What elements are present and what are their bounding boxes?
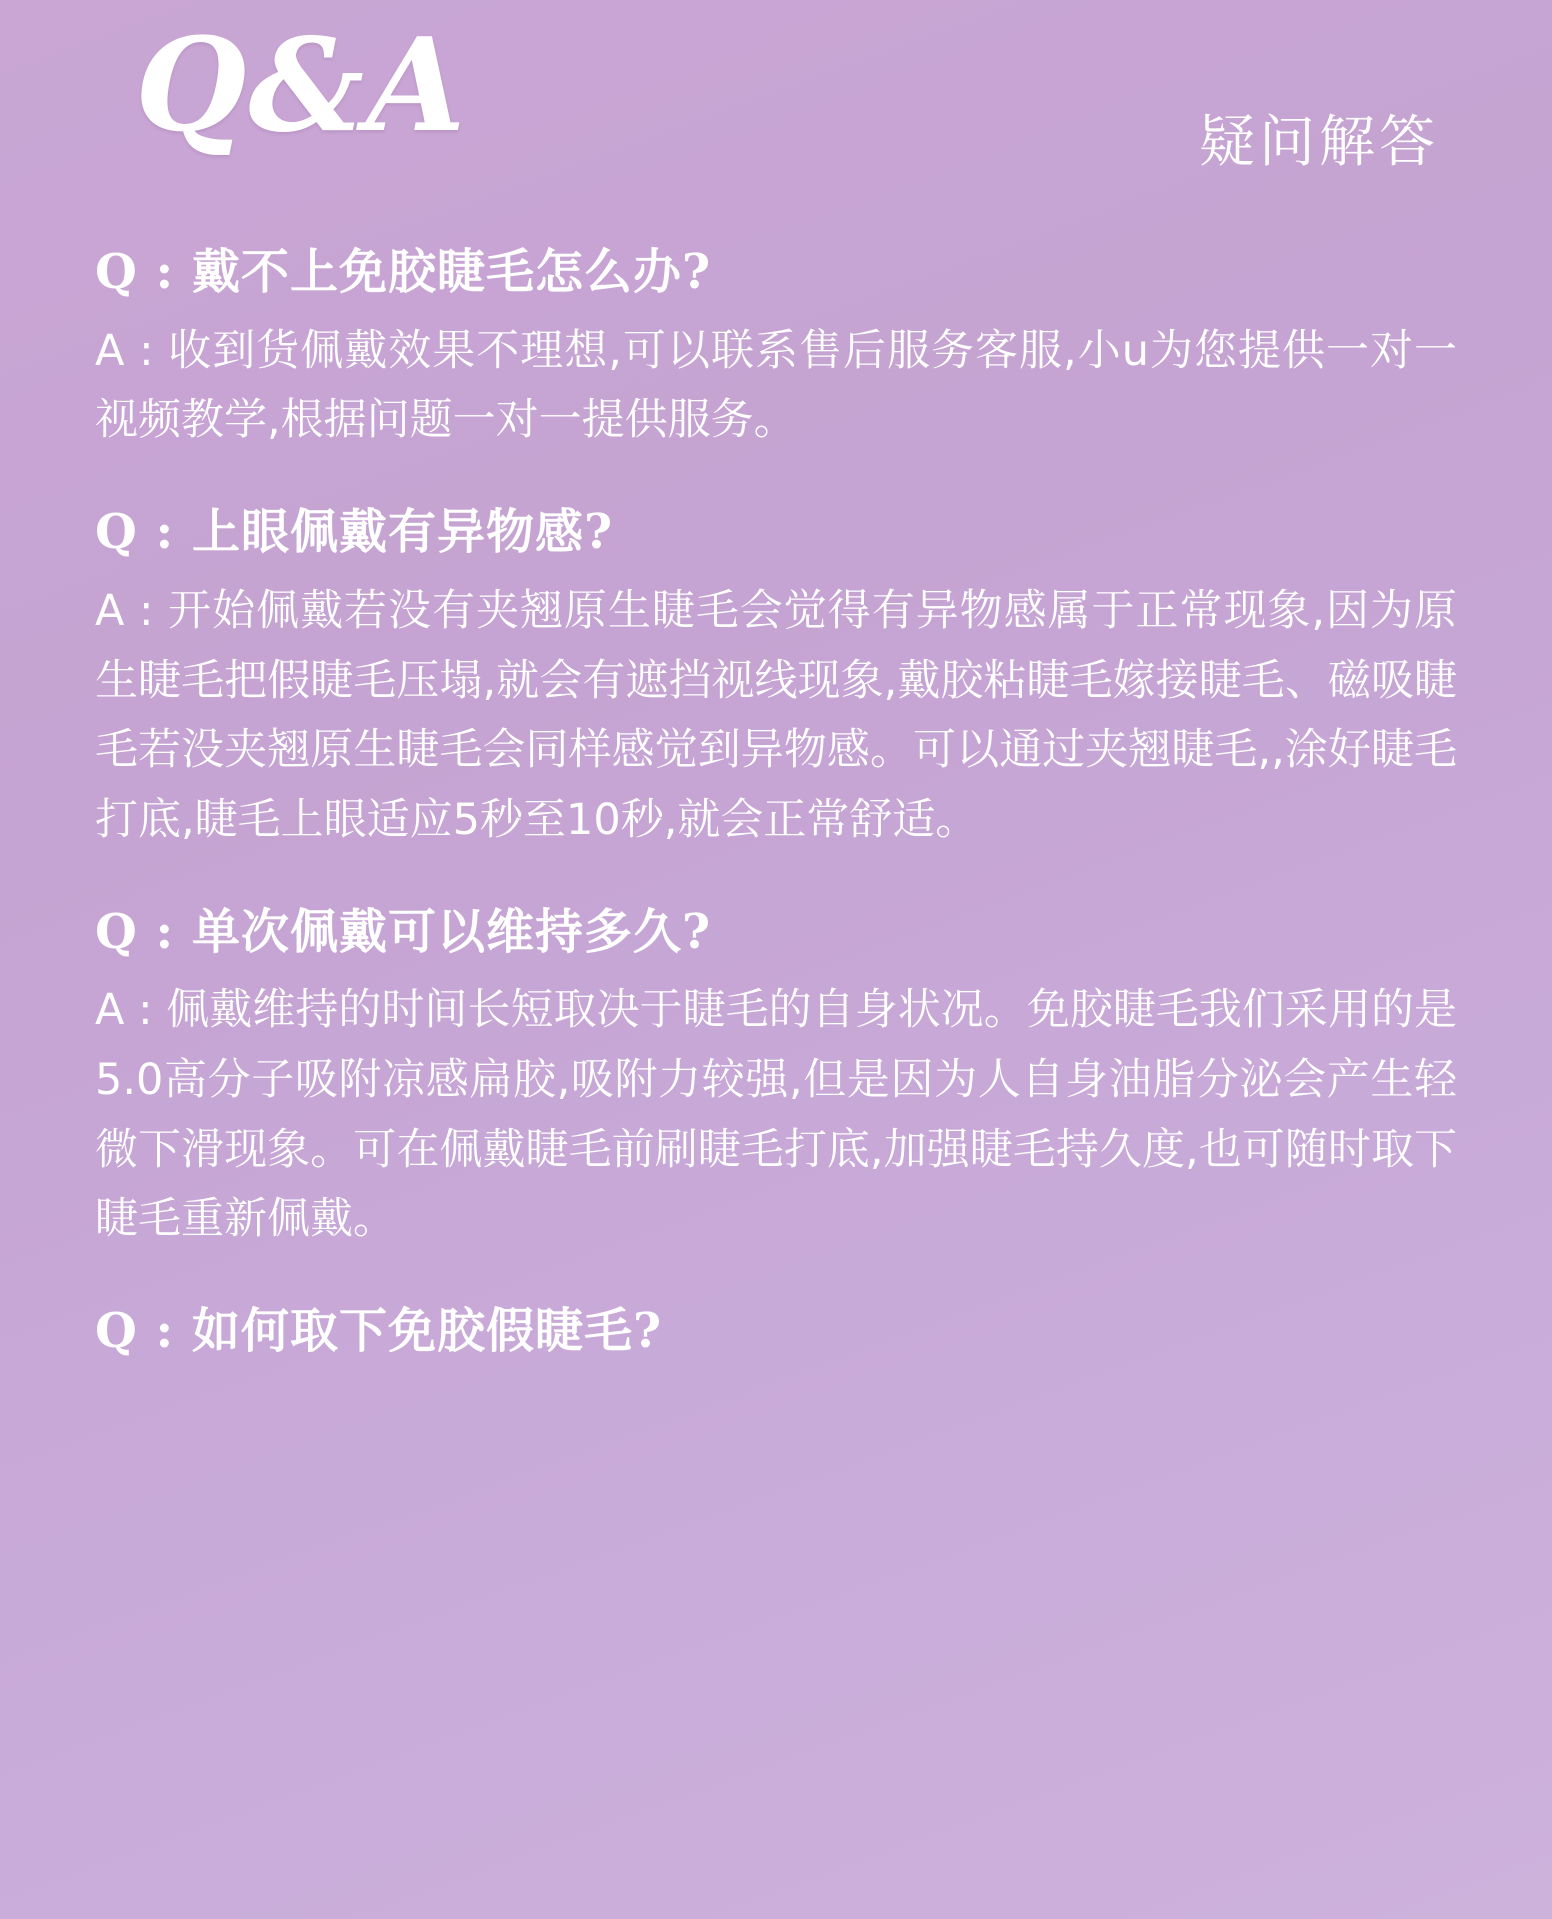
qa-item	[95, 900, 1457, 1255]
qa-question: Q : 上眼佩戴有异物感?	[95, 504, 614, 561]
page-subtitle: 疑问解答	[1199, 110, 1439, 175]
qa-question: Q : 戴不上免胶睫毛怎么办?	[95, 244, 712, 300]
qa-logo: Q&A	[135, 11, 468, 161]
qa-question: Q : 如何取下免胶假睫毛?	[95, 1302, 663, 1359]
qa-list	[95, 240, 1457, 1364]
qa-item	[95, 500, 1457, 855]
qa-answer: A : 开始佩戴若没有夹翘原生睫毛会觉得有异物感属于正常现象,因为原生睫毛把假睫毛压塌,就会有遮挡视线现象,戴胶粘睫毛嫁接睫毛、磁吸睫毛若没夹翘原生睫毛会同样感觉到异物感。可以通过夹翘睫毛,,涂好睫毛打底,睫毛上眼适应5秒至10秒,就会正常舒适。	[95, 585, 1457, 845]
qa-answer: A : 收到货佩戴效果不理想,可以联系售后服务客服,小u为您提供一对一视频教学,根据问题一对一提供服务。	[95, 325, 1457, 446]
page-header	[95, 0, 1457, 250]
qa-question: Q : 单次佩戴可以维持多久?	[95, 903, 712, 960]
qa-item	[95, 1299, 1457, 1364]
qa-answer: A : 佩戴维持的时间长短取决于睫毛的自身状况。免胶睫毛我们采用的是5.0高分子吸附凉感扁胶,吸附力较强,但是因为人自身油脂分泌会产生轻微下滑现象。可在佩戴睫毛前刷睫毛打底,加强睫毛持久度,也可随时取下睫毛重新佩戴。	[95, 985, 1457, 1245]
qa-item	[95, 240, 1457, 456]
